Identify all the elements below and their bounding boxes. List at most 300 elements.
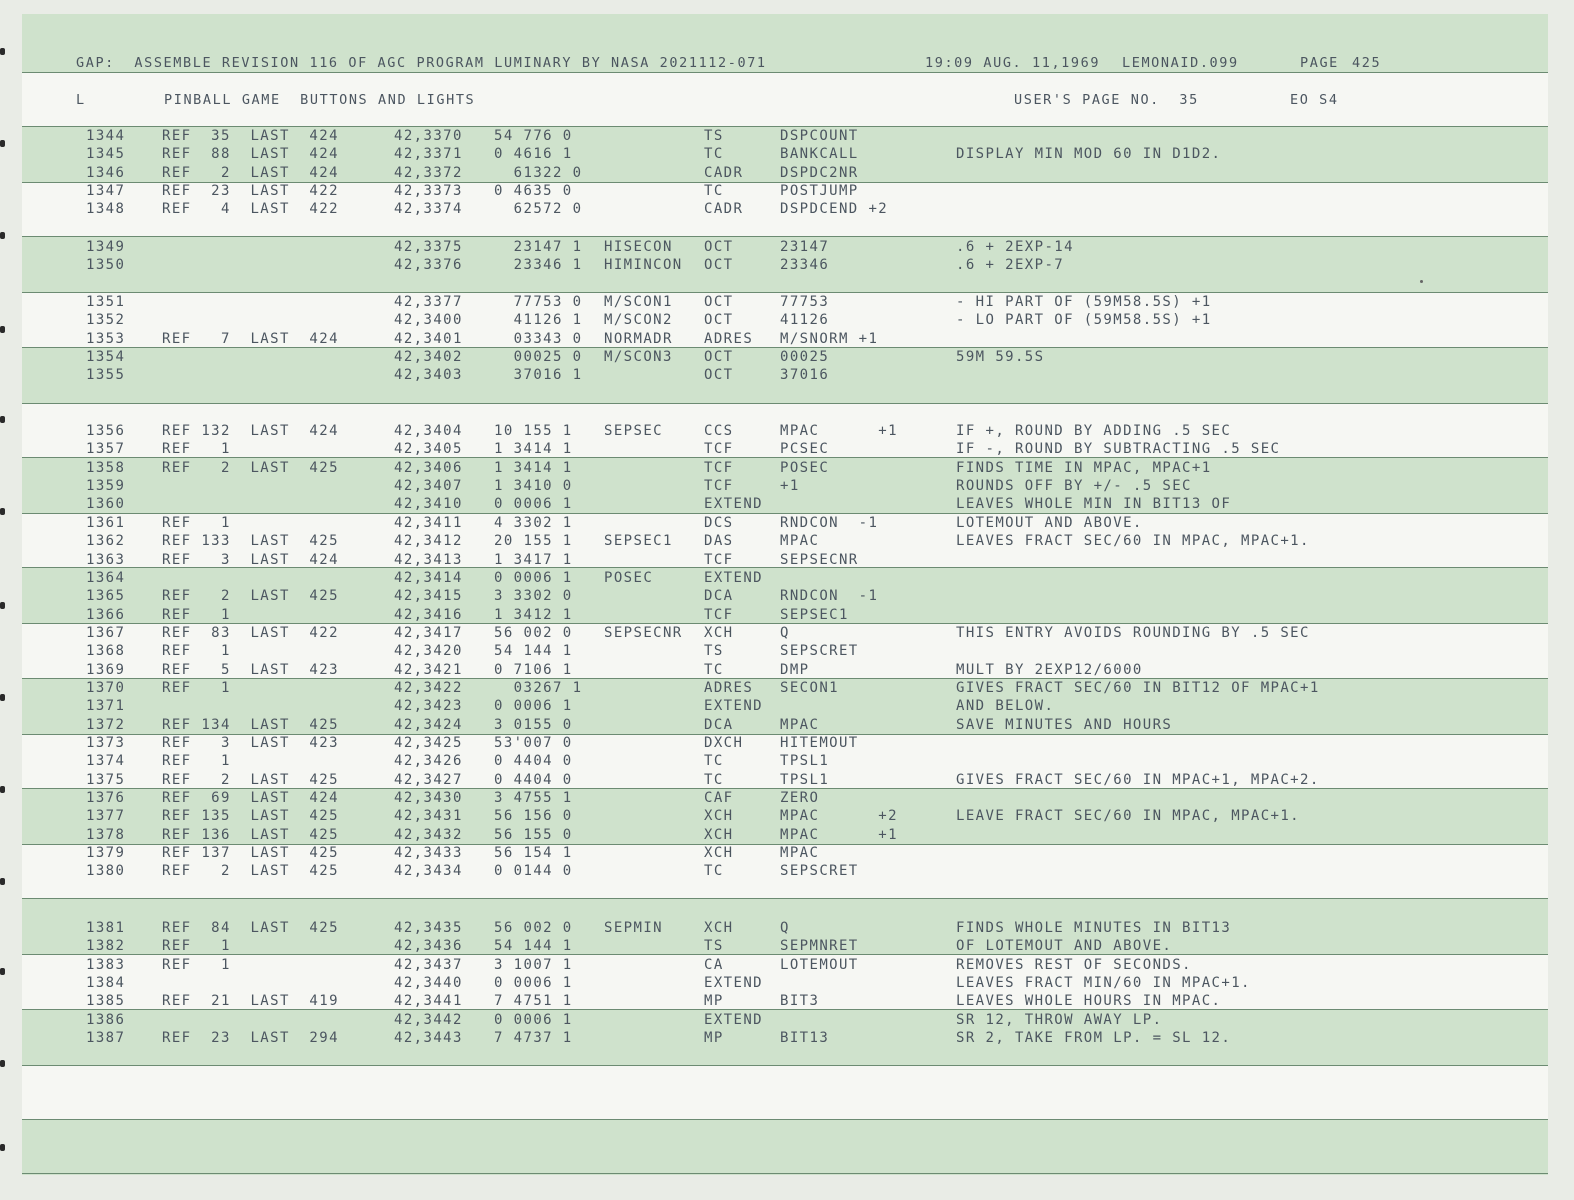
listing-label: HIMINCON [604,257,683,274]
listing-ref: REF 1 [162,514,231,531]
listing-addr: 42,3407 [394,478,463,495]
listing-comment: MULT BY 2EXP12/6000 [956,661,1143,678]
listing-comment: .6 + 2EXP-7 [956,257,1065,274]
listing-op: TS [704,128,724,144]
listing-addr: 42,3442 [394,1011,463,1028]
listing-addr: 42,3412 [394,533,463,550]
listing-row [22,734,1548,752]
listing-addr: 42,3410 [394,496,463,513]
listing-addr: 42,3431 [394,808,463,825]
listing-line: 1378 [86,826,126,843]
listing-line: 1374 [86,753,126,770]
listing-line: 1364 [86,569,126,586]
band-rule [22,1173,1548,1174]
paper-speck [1420,280,1423,283]
listing-comment: LEAVES FRACT SEC/60 IN MPAC, MPAC+1. [956,533,1310,550]
listing-op: TS [704,643,724,660]
listing-ref: REF 133 LAST 425 [162,533,339,550]
listing-operand: POSTJUMP [780,183,859,200]
listing-ref: REF 137 LAST 425 [162,845,339,861]
listing-line: 1355 [86,367,126,384]
listing-addr: 42,3416 [394,606,463,623]
listing-comment: FINDS TIME IN MPAC, MPAC+1 [956,459,1212,476]
listing-op: XCH [704,920,734,936]
listing-comment: .6 + 2EXP-14 [956,239,1074,255]
users-page-number: USER'S PAGE NO. 35 [1014,92,1199,108]
listing-line: 1371 [86,698,126,715]
printout-sheet [22,14,1548,1174]
assembly-title: GAP: ASSEMBLE REVISION 116 OF AGC PROGRAM LUMINARY BY NASA 2021112-071 [76,55,767,71]
listing-ref: REF 23 LAST 422 [162,183,339,200]
listing-code: 54 144 1 [494,938,573,955]
listing-addr: 42,3417 [394,624,463,641]
listing-addr: 42,3371 [394,146,463,163]
listing-line: 1383 [86,956,126,973]
listing-code: 0 0006 1 [494,496,573,513]
listing-op: OCT [704,257,734,274]
listing-operand: BIT13 [780,1030,830,1047]
listing-line: 1360 [86,496,126,513]
listing-op: TCF [704,551,734,568]
listing-row [22,145,1548,163]
listing-op: XCH [704,624,734,641]
feed-hole [0,602,5,609]
listing-addr: 42,3443 [394,1030,463,1047]
listing-row [22,238,1548,256]
listing-addr: 42,3373 [394,183,463,200]
listing-code: 54 776 0 [494,128,573,144]
listing-addr: 42,3430 [394,790,463,806]
listing-line: 1376 [86,790,126,806]
band-rule [22,72,1548,73]
listing-row [22,992,1548,1010]
listing-line: 1375 [86,771,126,788]
listing-op: ADRES [704,679,754,696]
listing-ref: REF 1 [162,956,231,973]
listing-addr: 42,3425 [394,735,463,751]
page-number: 425 [1352,55,1382,71]
listing-label: M/SCON2 [604,312,673,329]
feed-hole [0,232,5,239]
listing-addr: 42,3440 [394,975,463,991]
listing-op: DCA [704,716,734,733]
listing-line: 1354 [86,349,126,366]
listing-ref: REF 4 LAST 422 [162,201,339,218]
listing-label: SEPSECNR [604,624,683,641]
listing-line: 1358 [86,459,126,476]
listing-line: 1353 [86,330,126,347]
listing-line: 1382 [86,938,126,955]
listing-ref: REF 69 LAST 424 [162,790,339,806]
listing-addr: 42,3422 [394,679,463,696]
listing-line: 1387 [86,1030,126,1047]
listing-row [22,569,1548,587]
listing-line: 1373 [86,735,126,751]
listing-operand: TPSL1 [780,771,830,788]
listing-code: 56 155 0 [494,826,573,843]
listing-row [22,551,1548,569]
listing-op: OCT [704,294,734,310]
listing-operand: BANKCALL [780,146,859,163]
listing-ref: REF 134 LAST 425 [162,716,339,733]
listing-ref: REF 83 LAST 422 [162,624,339,641]
listing-op: TCF [704,606,734,623]
listing-operand: MPAC +1 [780,826,898,843]
listing-row [22,127,1548,145]
listing-op: EXTEND [704,1011,763,1028]
listing-ref: REF 3 LAST 423 [162,735,339,751]
listing-op: DCA [704,588,734,605]
listing-comment: GIVES FRACT SEC/60 IN MPAC+1, MPAC+2. [956,771,1320,788]
listing-op: TCF [704,459,734,476]
listing-comment: SAVE MINUTES AND HOURS [956,716,1173,733]
listing-label: SEPSEC [604,423,663,439]
listing-row [22,477,1548,495]
listing-code: 1 3417 1 [494,551,573,568]
listing-operand: RNDCON -1 [780,588,879,605]
listing-op: EXTEND [704,496,763,513]
listing-comment: - LO PART OF (59M58.5S) +1 [956,312,1212,329]
listing-line: 1359 [86,478,126,495]
listing-comment: LEAVES WHOLE HOURS IN MPAC. [956,993,1222,1010]
listing-operand: DSPDCEND +2 [780,201,889,218]
listing-row [22,752,1548,770]
green-band [22,1119,1548,1175]
feed-hole [0,786,5,793]
listing-addr: 42,3424 [394,716,463,733]
listing-row [22,716,1548,734]
listing-ref: REF 2 LAST 425 [162,771,339,788]
listing-addr: 42,3426 [394,753,463,770]
listing-ref: REF 136 LAST 425 [162,826,339,843]
listing-row [22,1011,1548,1029]
listing-row [22,956,1548,974]
listing-op: CCS [704,423,734,439]
listing-operand: MPAC [780,716,820,733]
listing-code: 0 0006 1 [494,698,573,715]
listing-operand: 00025 [780,349,830,366]
listing-code: 0 7106 1 [494,661,573,678]
listing-row [22,606,1548,624]
listing-addr: 42,3413 [394,551,463,568]
listing-line: 1365 [86,588,126,605]
listing-row [22,495,1548,513]
listing-operand: DSPCOUNT [780,128,859,144]
listing-ref: REF 2 LAST 425 [162,863,339,880]
listing-code: 1 3410 0 [494,478,573,495]
listing-row [22,330,1548,348]
listing-op: TCF [704,478,734,495]
listing-line: 1379 [86,845,126,861]
listing-op: TC [704,863,724,880]
listing-code: 1 3414 1 [494,459,573,476]
listing-code: 0 4616 1 [494,146,573,163]
listing-code: 56 156 0 [494,808,573,825]
listing-label: POSEC [604,569,654,586]
listing-marker: L [76,92,86,108]
listing-operand: BIT3 [780,993,820,1010]
listing-code: 0 4404 0 [494,753,573,770]
listing-label: SEPMIN [604,920,663,936]
listing-op: EXTEND [704,975,763,991]
listing-addr: 42,3376 [394,257,463,274]
listing-op: TC [704,661,724,678]
listing-comment: DISPLAY MIN MOD 60 IN D1D2. [956,146,1222,163]
listing-comment: SR 12, THROW AWAY LP. [956,1011,1163,1028]
listing-row [22,182,1548,200]
listing-ref: REF 21 LAST 419 [162,993,339,1010]
listing-line: 1349 [86,239,126,255]
listing-ref: REF 84 LAST 425 [162,920,339,936]
listing-code: 0 4404 0 [494,771,573,788]
listing-addr: 42,3374 [394,201,463,218]
listing-addr: 42,3415 [394,588,463,605]
section-code: EO S4 [1290,92,1339,108]
listing-row [22,697,1548,715]
listing-addr: 42,3405 [394,441,463,458]
listing-op: XCH [704,845,734,861]
listing-addr: 42,3402 [394,349,463,366]
listing-ref: REF 23 LAST 294 [162,1030,339,1047]
feed-hole [0,140,5,147]
listing-op: OCT [704,367,734,384]
listing-ref: REF 2 LAST 425 [162,588,339,605]
listing-ref: REF 2 LAST 424 [162,164,339,181]
listing-comment: IF +, ROUND BY ADDING .5 SEC [956,423,1232,439]
listing-addr: 42,3441 [394,993,463,1010]
listing-operand: SEPSCRET [780,863,859,880]
listing-code: 0 0006 1 [494,975,573,991]
listing-row [22,789,1548,807]
feed-hole [0,48,5,55]
band-rule [22,1065,1548,1066]
listing-comment: ROUNDS OFF BY +/- .5 SEC [956,478,1192,495]
listing-operand: Q [780,624,790,641]
listing-operand: SEPSEC1 [780,606,849,623]
listing-addr: 42,3377 [394,294,463,310]
listing-row [22,348,1548,366]
listing-ref: REF 1 [162,679,231,696]
listing-addr: 42,3436 [394,938,463,955]
listing-line: 1352 [86,312,126,329]
listing-comment: - HI PART OF (59M58.5S) +1 [956,294,1212,310]
listing-line: 1347 [86,183,126,200]
band-rule [22,1119,1548,1120]
listing-comment: THIS ENTRY AVOIDS ROUNDING BY .5 SEC [956,624,1310,641]
listing-row [22,642,1548,660]
listing-comment: REMOVES REST OF SECONDS. [956,956,1192,973]
assembly-source: LEMONAID.099 [1122,55,1239,71]
listing-code: 1 3414 1 [494,441,573,458]
listing-op: MP [704,993,724,1010]
listing-ref: REF 7 LAST 424 [162,330,339,347]
listing-row [22,293,1548,311]
listing-row [22,862,1548,880]
listing-addr: 42,3421 [394,661,463,678]
listing-addr: 42,3372 [394,164,463,181]
listing-code: 3 1007 1 [494,956,573,973]
listing-line: 1350 [86,257,126,274]
listing-line: 1348 [86,201,126,218]
listing-op: ADRES [704,330,754,347]
listing-addr: 42,3414 [394,569,463,586]
listing-line: 1367 [86,624,126,641]
listing-operand: SECON1 [780,679,839,696]
listing-operand: POSEC [780,459,830,476]
listing-ref: REF 5 LAST 423 [162,661,339,678]
listing-row [22,587,1548,605]
listing-addr: 42,3420 [394,643,463,660]
listing-addr: 42,3432 [394,826,463,843]
listing-op: TS [704,938,724,955]
listing-op: MP [704,1030,724,1047]
listing-op: DXCH [704,735,744,751]
listing-ref: REF 135 LAST 425 [162,808,339,825]
listing-operand: SEPSECNR [780,551,859,568]
listing-ref: REF 3 LAST 424 [162,551,339,568]
page-label: PAGE [1300,55,1339,71]
listing-code: 54 144 1 [494,643,573,660]
listing-code: 7 4737 1 [494,1030,573,1047]
listing-comment: SR 2, TAKE FROM LP. = SL 12. [956,1030,1232,1047]
listing-code: 03343 0 [494,330,583,347]
listing-comment: IF -, ROUND BY SUBTRACTING .5 SEC [956,441,1281,458]
listing-op: TCF [704,441,734,458]
listing-code: 1 3412 1 [494,606,573,623]
listing-op: EXTEND [704,569,763,586]
listing-operand: SEPSCRET [780,643,859,660]
listing-op: TC [704,146,724,163]
listing-op: EXTEND [704,698,763,715]
listing-comment: AND BELOW. [956,698,1055,715]
listing-row [22,771,1548,789]
section-title: PINBALL GAME BUTTONS AND LIGHTS [164,92,476,108]
listing-row [22,624,1548,642]
listing-code: 03267 1 [494,679,583,696]
listing-addr: 42,3404 [394,423,463,439]
listing-op: CADR [704,164,744,181]
listing-addr: 42,3433 [394,845,463,861]
listing-row [22,974,1548,992]
listing-row [22,826,1548,844]
listing-code: 53'007 0 [494,735,573,751]
listing-row [22,807,1548,825]
band-rule [22,236,1548,237]
feed-hole [0,694,5,701]
listing-row [22,311,1548,329]
listing-line: 1369 [86,661,126,678]
listing-operand: +1 [780,478,800,495]
listing-line: 1386 [86,1011,126,1028]
listing-ref: REF 132 LAST 424 [162,423,339,439]
listing-line: 1372 [86,716,126,733]
listing-code: 3 3302 0 [494,588,573,605]
listing-line: 1361 [86,514,126,531]
listing-code: 62572 0 [494,201,583,218]
listing-line: 1377 [86,808,126,825]
listing-row [22,459,1548,477]
listing-operand: 23346 [780,257,830,274]
listing-line: 1368 [86,643,126,660]
listing-comment: GIVES FRACT SEC/60 IN BIT12 OF MPAC+1 [956,679,1320,696]
listing-operand: LOTEMOUT [780,956,859,973]
listing-operand: MPAC +2 [780,808,898,825]
listing-ref: REF 1 [162,753,231,770]
listing-label: HISECON [604,239,673,255]
listing-row [22,514,1548,532]
listing-code: 20 155 1 [494,533,573,550]
listing-row [22,844,1548,862]
listing-line: 1370 [86,679,126,696]
listing-label: M/SCON1 [604,294,673,310]
listing-row [22,919,1548,937]
listing-addr: 42,3401 [394,330,463,347]
listing-line: 1346 [86,164,126,181]
listing-ref: REF 2 LAST 425 [162,459,339,476]
listing-code: 23346 1 [494,257,583,274]
listing-addr: 42,3400 [394,312,463,329]
listing-comment: OF LOTEMOUT AND ABOVE. [956,938,1173,955]
listing-code: 61322 0 [494,164,583,181]
listing-row [22,164,1548,182]
feed-hole [0,1060,5,1067]
listing-op: TC [704,183,724,200]
listing-addr: 42,3427 [394,771,463,788]
listing-code: 56 154 1 [494,845,573,861]
listing-code: 56 002 0 [494,624,573,641]
listing-op: OCT [704,239,734,255]
listing-addr: 42,3434 [394,863,463,880]
listing-line: 1344 [86,128,126,144]
listing-row [22,422,1548,440]
listing-row [22,256,1548,274]
assembly-timestamp: 19:09 AUG. 11,1969 [925,55,1101,71]
listing-code: 0 0144 0 [494,863,573,880]
listing-operand: 41126 [780,312,830,329]
listing-op: XCH [704,826,734,843]
listing-operand: 23147 [780,239,830,255]
listing-code: 56 002 0 [494,920,573,936]
listing-code: 4 3302 1 [494,514,573,531]
listing-code: 0 0006 1 [494,1011,573,1028]
listing-code: 0 4635 0 [494,183,573,200]
listing-addr: 42,3406 [394,459,463,476]
feed-hole [0,508,5,515]
listing-op: CA [704,956,724,973]
listing-code: 41126 1 [494,312,583,329]
listing-operand: Q [780,920,790,936]
listing-operand: DMP [780,661,810,678]
listing-addr: 42,3375 [394,239,463,255]
listing-code: 00025 0 [494,349,583,366]
listing-code: 3 4755 1 [494,790,573,806]
listing-line: 1366 [86,606,126,623]
listing-comment: LOTEMOUT AND ABOVE. [956,514,1143,531]
tractor-feed-holes [0,0,6,1200]
listing-operand: 37016 [780,367,830,384]
listing-addr: 42,3411 [394,514,463,531]
listing-row [22,366,1548,384]
listing-operand: MPAC [780,845,820,861]
listing-line: 1351 [86,294,126,310]
listing-row [22,661,1548,679]
listing-line: 1356 [86,423,126,439]
listing-addr: 42,3370 [394,128,463,144]
listing-ref: REF 35 LAST 424 [162,128,339,144]
listing-operand: RNDCON -1 [780,514,879,531]
listing-comment: 59M 59.5S [956,349,1045,366]
listing-operand: HITEMOUT [780,735,859,751]
